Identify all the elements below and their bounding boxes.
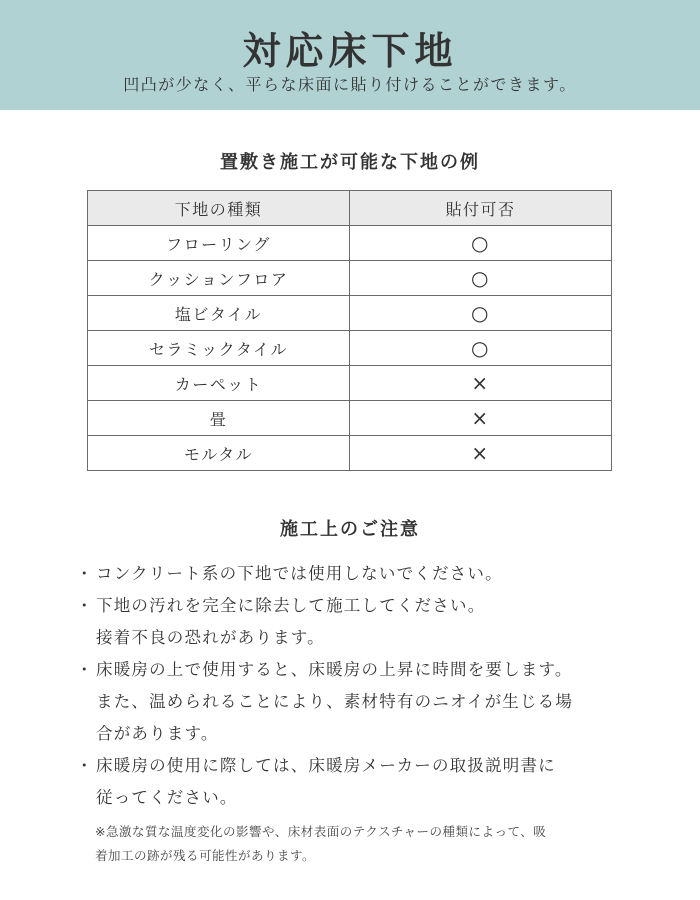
substrate-type-cell: クッションフロア (88, 261, 350, 296)
page-subtitle: 凹凸が少なく、平らな床面に貼り付けることができます。 (123, 75, 577, 94)
bullet-icon: ・ (76, 596, 94, 615)
note-line: 従ってください。 (96, 788, 238, 807)
substrate-type-cell: 畳 (88, 401, 350, 436)
substrate-type-cell: 塩ビタイル (88, 296, 350, 331)
applicability-cell (350, 261, 612, 296)
applicability-cell (350, 366, 612, 401)
substrate-table (87, 190, 612, 471)
page-title: 対応床下地 (242, 29, 458, 73)
circle-mark-icon: ○ (471, 230, 490, 255)
table-header-row (88, 191, 612, 226)
notes-list (76, 558, 656, 814)
footnote-line: ※急激な質な温度変化の影響や、床材表面のテクスチャーの種類によって、吸 (95, 824, 547, 839)
applicability-cell (350, 401, 612, 436)
applicability-cell (350, 436, 612, 471)
table-row (88, 331, 612, 366)
footnote-line: 着加工の跡が残る可能性があります。 (95, 848, 316, 863)
applicability-cell (350, 296, 612, 331)
table-row (88, 226, 612, 261)
footnote (95, 820, 655, 868)
note-line: 床暖房の上で使用すると、床暖房の上昇に時間を要します。 (96, 660, 573, 679)
table-row (88, 401, 612, 436)
circle-mark-icon: ○ (471, 265, 490, 290)
table-section-title: 置敷き施工が可能な下地の例 (220, 152, 480, 173)
bullet-icon: ・ (76, 564, 94, 583)
table-row (88, 296, 612, 331)
note-line: 床暖房の使用に際しては、床暖房メーカーの取扱説明書に (96, 756, 556, 775)
header-banner (0, 0, 700, 110)
applicability-cell (350, 226, 612, 261)
note-line: 合があります。 (96, 724, 219, 743)
table-row (88, 261, 612, 296)
column-header-type: 下地の種類 (88, 191, 350, 226)
circle-mark-icon: ○ (471, 300, 490, 325)
note-line: また、温められることにより、素材特有のニオイが生じる場 (96, 692, 574, 711)
note-line: 下地の汚れを完全に除去して施工してください。 (96, 596, 486, 615)
list-item (76, 750, 656, 814)
column-header-result: 貼付可否 (350, 191, 612, 226)
cross-mark-icon: × (471, 440, 490, 465)
substrate-type-cell: フローリング (88, 226, 350, 261)
table-row (88, 366, 612, 401)
applicability-cell (350, 331, 612, 366)
bullet-icon: ・ (76, 660, 94, 679)
list-item (76, 558, 656, 590)
circle-mark-icon: ○ (471, 335, 490, 360)
substrate-type-cell: カーペット (88, 366, 350, 401)
cross-mark-icon: × (471, 370, 490, 395)
table-row (88, 436, 612, 471)
bullet-icon: ・ (76, 756, 94, 775)
substrate-type-cell: セラミックタイル (88, 331, 350, 366)
cross-mark-icon: × (471, 405, 490, 430)
note-line: 接着不良の恐れがあります。 (96, 628, 325, 647)
list-item (76, 654, 656, 750)
note-line: コンクリート系の下地では使用しないでください。 (96, 564, 503, 583)
list-item (76, 590, 656, 654)
notes-section-title: 施工上のご注意 (280, 519, 420, 540)
substrate-type-cell: モルタル (88, 436, 350, 471)
